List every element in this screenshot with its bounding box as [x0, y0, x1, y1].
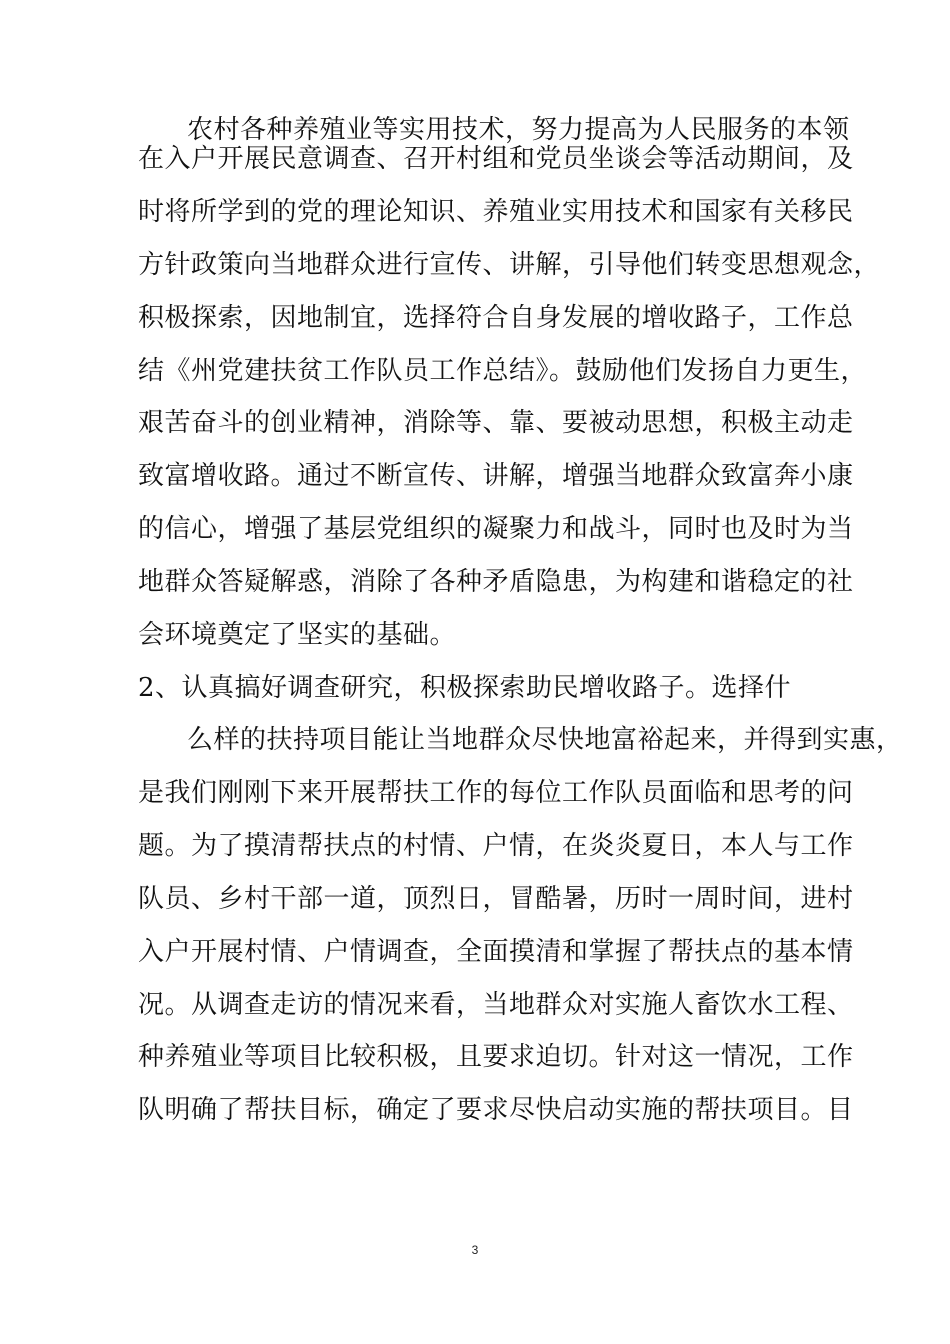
text-line: 在入户开展民意调查、召开村组和党员坐谈会等活动期间，及 [138, 144, 854, 174]
text-line: 地群众答疑解惑，消除了各种矛盾隐患，为构建和谐稳定的社 [138, 567, 854, 597]
text-line: 2、认真搞好调查研究，积极探索助民增收路子。选择什 [138, 673, 792, 703]
text-line: 农村各种养殖业等实用技术，努力提高为人民服务的本领 [187, 115, 850, 145]
text-line: 队员、乡村干部一道，顶烈日，冒酷暑，历时一周时间，进村 [138, 884, 854, 914]
text-line: 会环境奠定了坚实的基础。 [138, 620, 457, 650]
text-line: 时将所学到的党的理论知识、养殖业实用技术和国家有关移民 [138, 197, 854, 227]
text-line: 题。为了摸清帮扶点的村情、户情，在炎炎夏日，本人与工作 [138, 831, 854, 861]
text-line: 入户开展村情、户情调查，全面摸清和掌握了帮扶点的基本情 [138, 937, 854, 967]
text-line: 的信心，增强了基层党组织的凝聚力和战斗，同时也及时为当 [138, 514, 854, 544]
text-line: 积极探索，因地制宜，选择符合自身发展的增收路子，工作总 [138, 303, 854, 333]
text-line: 种养殖业等项目比较积极，且要求迫切。针对这一情况，工作 [138, 1042, 854, 1072]
text-line: 么样的扶持项目能让当地群众尽快地富裕起来，并得到实惠， [187, 725, 903, 755]
page-number: 3 [471, 1243, 479, 1257]
text-line: 方针政策向当地群众进行宣传、讲解，引导他们转变思想观念， [138, 250, 881, 280]
text-line: 结《州党建扶贫工作队员工作总结》。鼓励他们发扬自力更生， [138, 356, 868, 386]
text-line: 致富增收路。通过不断宣传、讲解，增强当地群众致富奔小康 [138, 461, 854, 491]
text-line: 艰苦奋斗的创业精神，消除等、靠、要被动思想，积极主动走 [138, 408, 854, 438]
text-line: 队明确了帮扶目标，确定了要求尽快启动实施的帮扶项目。目 [138, 1095, 854, 1125]
text-line: 是我们刚刚下来开展帮扶工作的每位工作队员面临和思考的问 [138, 778, 854, 808]
text-line: 况。从调查走访的情况来看，当地群众对实施人畜饮水工程、 [138, 990, 854, 1020]
